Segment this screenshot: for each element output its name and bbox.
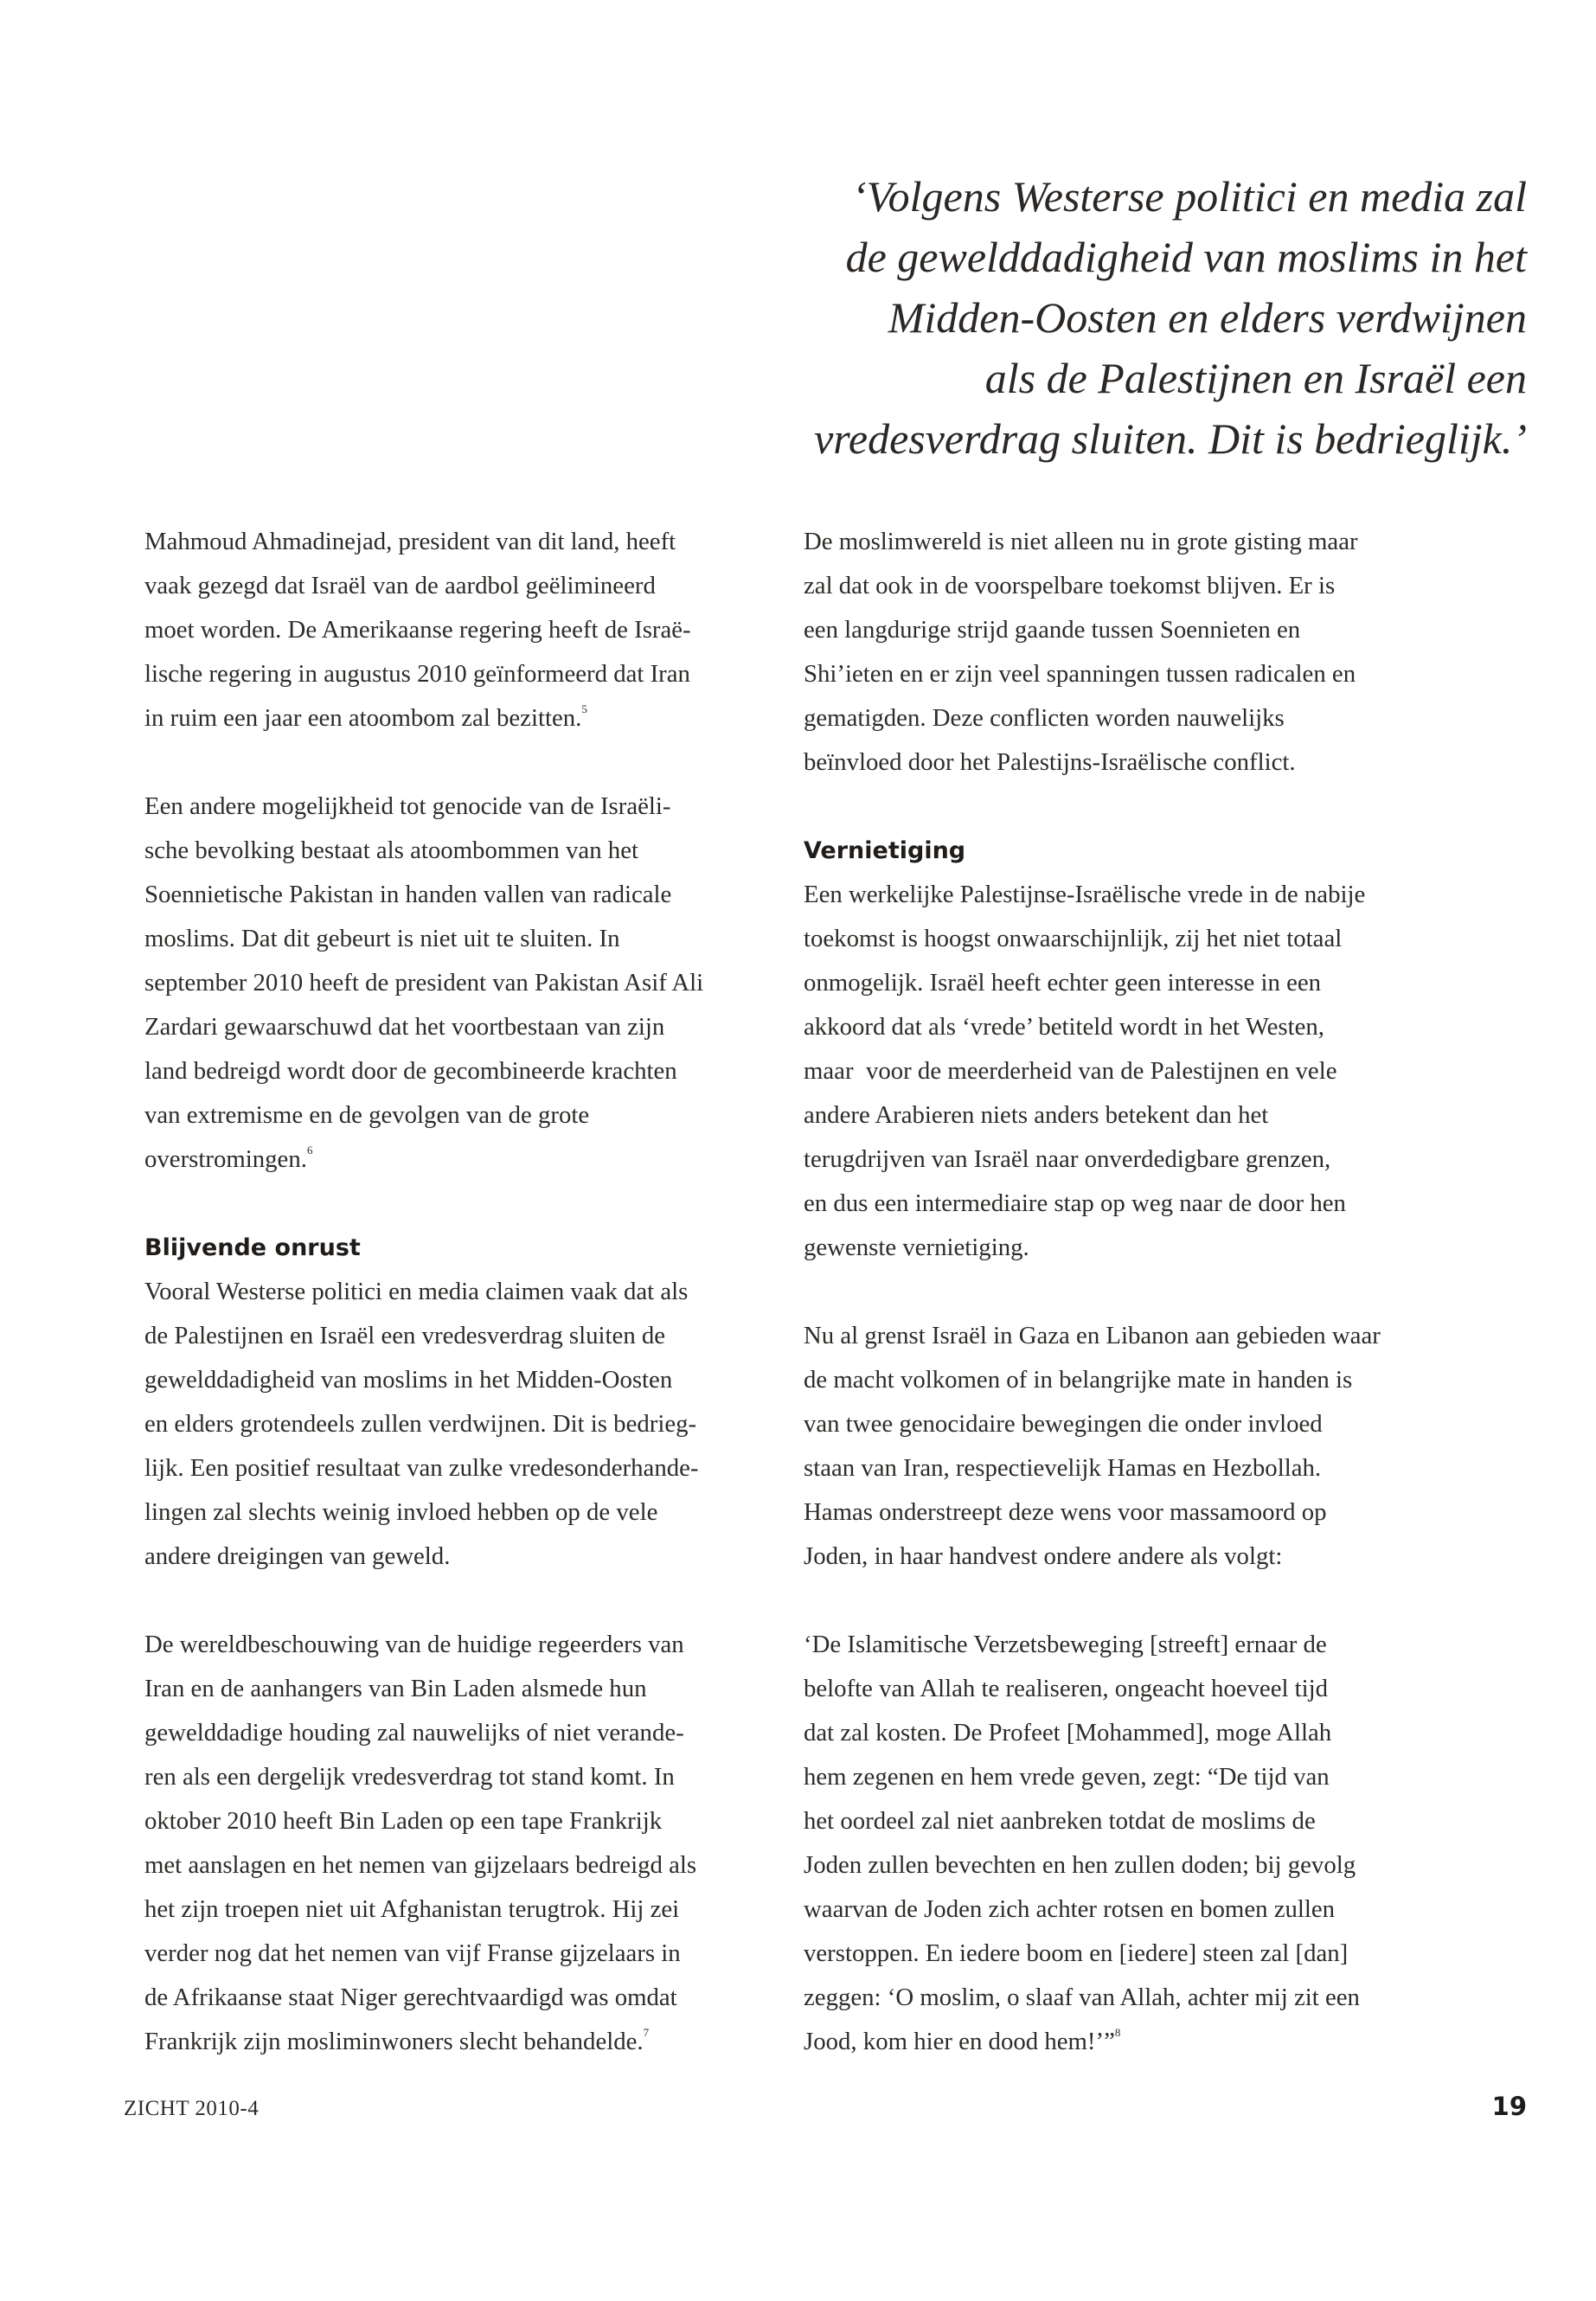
text-line: dat zal kosten. De Profeet [Mohammed], moge Allah xyxy=(804,1719,1332,1747)
text-line: Nu al grenst Israël in Gaza en Libanon aan gebieden waar xyxy=(804,1322,1381,1349)
text-line: belofte van Allah te realiseren, ongeacht hoeveel tijd xyxy=(804,1675,1329,1702)
text-line: De wereldbeschouwing van de huidige regeerders van xyxy=(144,1631,684,1658)
text-line: terugdrijven van Israël naar onverdedigbare grenzen, xyxy=(804,1145,1331,1173)
text-line: gematigden. Deze conflicten worden nauwelijks xyxy=(804,704,1285,732)
section-vernietiging xyxy=(804,829,1426,1270)
footnote-ref-5: 5 xyxy=(581,702,587,716)
paragraph-hamas-quote xyxy=(804,1623,1426,2064)
text-line: het zijn troepen niet uit Afghanistan terugtrok. Hij zei xyxy=(144,1895,680,1923)
text-line: andere Arabieren niets anders betekent dan het xyxy=(804,1101,1269,1129)
text-line-with-footnote xyxy=(804,2020,1426,2064)
text-line: Vooral Westerse politici en media claimen vaak dat als xyxy=(144,1278,689,1305)
text-line: Hamas onderstreept deze wens voor massamoord op xyxy=(804,1498,1327,1526)
text-line: ren als een dergelijk vredesverdrag tot stand komt. In xyxy=(144,1763,675,1791)
text-line: maar voor de meerderheid van de Palestijnen en vele xyxy=(804,1057,1337,1085)
text-line: verstoppen. En iedere boom en [iedere] steen zal [dan] xyxy=(804,1939,1349,1967)
text-line: staan van Iran, respectievelijk Hamas en Hezbollah. xyxy=(804,1454,1322,1482)
text-line: moslims. Dat dit gebeurt is niet uit te sluiten. In xyxy=(144,925,620,952)
text-line: gewenste vernietiging. xyxy=(804,1234,1029,1261)
text-line-with-footnote xyxy=(144,2020,750,2064)
publication-label: ZICHT 2010-4 xyxy=(124,2097,260,2120)
text-line: de Afrikaanse staat Niger gerechtvaardigd was omdat xyxy=(144,1984,677,2011)
pull-quote-line: ‘Volgens Westerse politici en media zal xyxy=(852,172,1527,221)
text-line: Iran en de aanhangers van Bin Laden alsmede hun xyxy=(144,1675,647,1702)
text-line: van twee genocidaire bewegingen die onder invloed xyxy=(804,1410,1323,1438)
text-line: lingen zal slechts weinig invloed hebben op de vele xyxy=(144,1498,658,1526)
text-line: lijk. Een positief resultaat van zulke vredesonderhande- xyxy=(144,1454,699,1482)
paragraph-moslimwereld xyxy=(804,520,1426,785)
footnote-ref-8: 8 xyxy=(1114,2026,1121,2040)
pull-quote-line: vredesverdrag sluiten. Dit is bedrieglijk.’ xyxy=(814,414,1527,463)
text-line-with-footnote xyxy=(144,1138,750,1182)
section-heading: Blijvende onrust xyxy=(144,1234,361,1261)
text-line: beïnvloed door het Palestijns-Israëlische conflict. xyxy=(804,748,1296,776)
section-blijvende-onrust xyxy=(144,1226,750,1579)
text-line: met aanslagen en het nemen van gijzelaars bedreigd als xyxy=(144,1851,697,1879)
text-line: sche bevolking bestaat als atoombommen van het xyxy=(144,836,638,864)
text-line: Jood, kom hier en dood hem!’” xyxy=(804,2028,1115,2055)
text-line: Frankrijk zijn mosliminwoners slecht behandelde. xyxy=(144,2028,644,2055)
text-line: en elders grotendeels zullen verdwijnen. Dit is bedrieg- xyxy=(144,1410,697,1438)
footnote-ref-6: 6 xyxy=(306,1144,313,1157)
text-line: oktober 2010 heeft Bin Laden op een tape Frankrijk xyxy=(144,1807,663,1835)
text-line: vaak gezegd dat Israël van de aardbol geëlimineerd xyxy=(144,572,656,599)
text-line: ‘De Islamitische Verzetsbeweging [streeft] ernaar de xyxy=(804,1631,1327,1658)
pull-quote-line: Midden-Oosten en elders verdwijnen xyxy=(888,293,1527,342)
text-line: Joden zullen bevechten en hen zullen doden; bij gevolg xyxy=(804,1851,1356,1879)
text-line: moet worden. De Amerikaanse regering heeft de Israë- xyxy=(144,616,691,644)
text-line: toekomst is hoogst onwaarschijnlijk, zij het niet totaal xyxy=(804,925,1343,952)
text-line: land bedreigd wordt door de gecombineerde krachten xyxy=(144,1057,677,1085)
text-line: in ruim een jaar een atoombom zal bezitten. xyxy=(144,704,582,732)
text-line: september 2010 heeft de president van Pakistan Asif Ali xyxy=(144,969,704,997)
text-line-with-footnote xyxy=(144,696,750,740)
text-line: andere dreigingen van geweld. xyxy=(144,1542,451,1570)
text-line: De moslimwereld is niet alleen nu in grote gisting maar xyxy=(804,528,1358,555)
text-line: gewelddadige houding zal nauwelijks of niet verande- xyxy=(144,1719,684,1747)
text-line: waarvan de Joden zich achter rotsen en bomen zullen xyxy=(804,1895,1336,1923)
paragraph-gaza-libanon xyxy=(804,1314,1426,1579)
text-line: het oordeel zal niet aanbreken totdat de moslims de xyxy=(804,1807,1316,1835)
text-line: zeggen: ‘O moslim, o slaaf van Allah, achter mij zit een xyxy=(804,1984,1360,2011)
text-line: Een andere mogelijkheid tot genocide van de Israëli- xyxy=(144,792,671,820)
footnote-ref-7: 7 xyxy=(643,2026,650,2040)
text-line: Soennietische Pakistan in handen vallen van radicale xyxy=(144,881,672,908)
right-column xyxy=(804,520,1426,2108)
text-line: zal dat ook in de voorspelbare toekomst blijven. Er is xyxy=(804,572,1336,599)
text-line: Mahmoud Ahmadinejad, president van dit land, heeft xyxy=(144,528,676,555)
text-line: van extremisme en de gevolgen van de grote xyxy=(144,1101,590,1129)
text-line: Een werkelijke Palestijnse-Israëlische vrede in de nabije xyxy=(804,881,1366,908)
text-line: de Palestijnen en Israël een vredesverdrag sluiten de xyxy=(144,1322,666,1349)
paragraph-pakistan xyxy=(144,785,750,1182)
page-number: 19 xyxy=(1491,2092,1527,2121)
text-line: akkoord dat als ‘vrede’ betiteld wordt in het Westen, xyxy=(804,1013,1324,1041)
text-line: hem zegenen en hem vrede geven, zegt: “De tijd van xyxy=(804,1763,1330,1791)
paragraph-ahmadinejad xyxy=(144,520,750,740)
left-column xyxy=(144,520,750,2108)
pull-quote-line: als de Palestijnen en Israël een xyxy=(984,354,1527,402)
pull-quote-line: de gewelddadigheid van moslims in het xyxy=(845,233,1527,281)
text-line: Shi’ieten en er zijn veel spanningen tussen radicalen en xyxy=(804,660,1356,688)
text-line: onmogelijk. Israël heeft echter geen interesse in een xyxy=(804,969,1322,997)
text-line: Zardari gewaarschuwd dat het voortbestaan van zijn xyxy=(144,1013,665,1041)
text-line: overstromingen. xyxy=(144,1145,307,1173)
pull-quote xyxy=(662,166,1527,469)
text-line: en dus een intermediaire stap op weg naar de door hen xyxy=(804,1189,1346,1217)
text-line: een langdurige strijd gaande tussen Soennieten en xyxy=(804,616,1301,644)
text-line: de macht volkomen of in belangrijke mate in handen is xyxy=(804,1366,1353,1394)
section-heading: Vernietiging xyxy=(804,837,966,864)
text-line: verder nog dat het nemen van vijf Franse gijzelaars in xyxy=(144,1939,681,1967)
text-line: gewelddadigheid van moslims in het Midden-Oosten xyxy=(144,1366,673,1394)
text-line: Joden, in haar handvest ondere andere als volgt: xyxy=(804,1542,1283,1570)
paragraph-bin-laden xyxy=(144,1623,750,2064)
text-line: lische regering in augustus 2010 geïnformeerd dat Iran xyxy=(144,660,690,688)
